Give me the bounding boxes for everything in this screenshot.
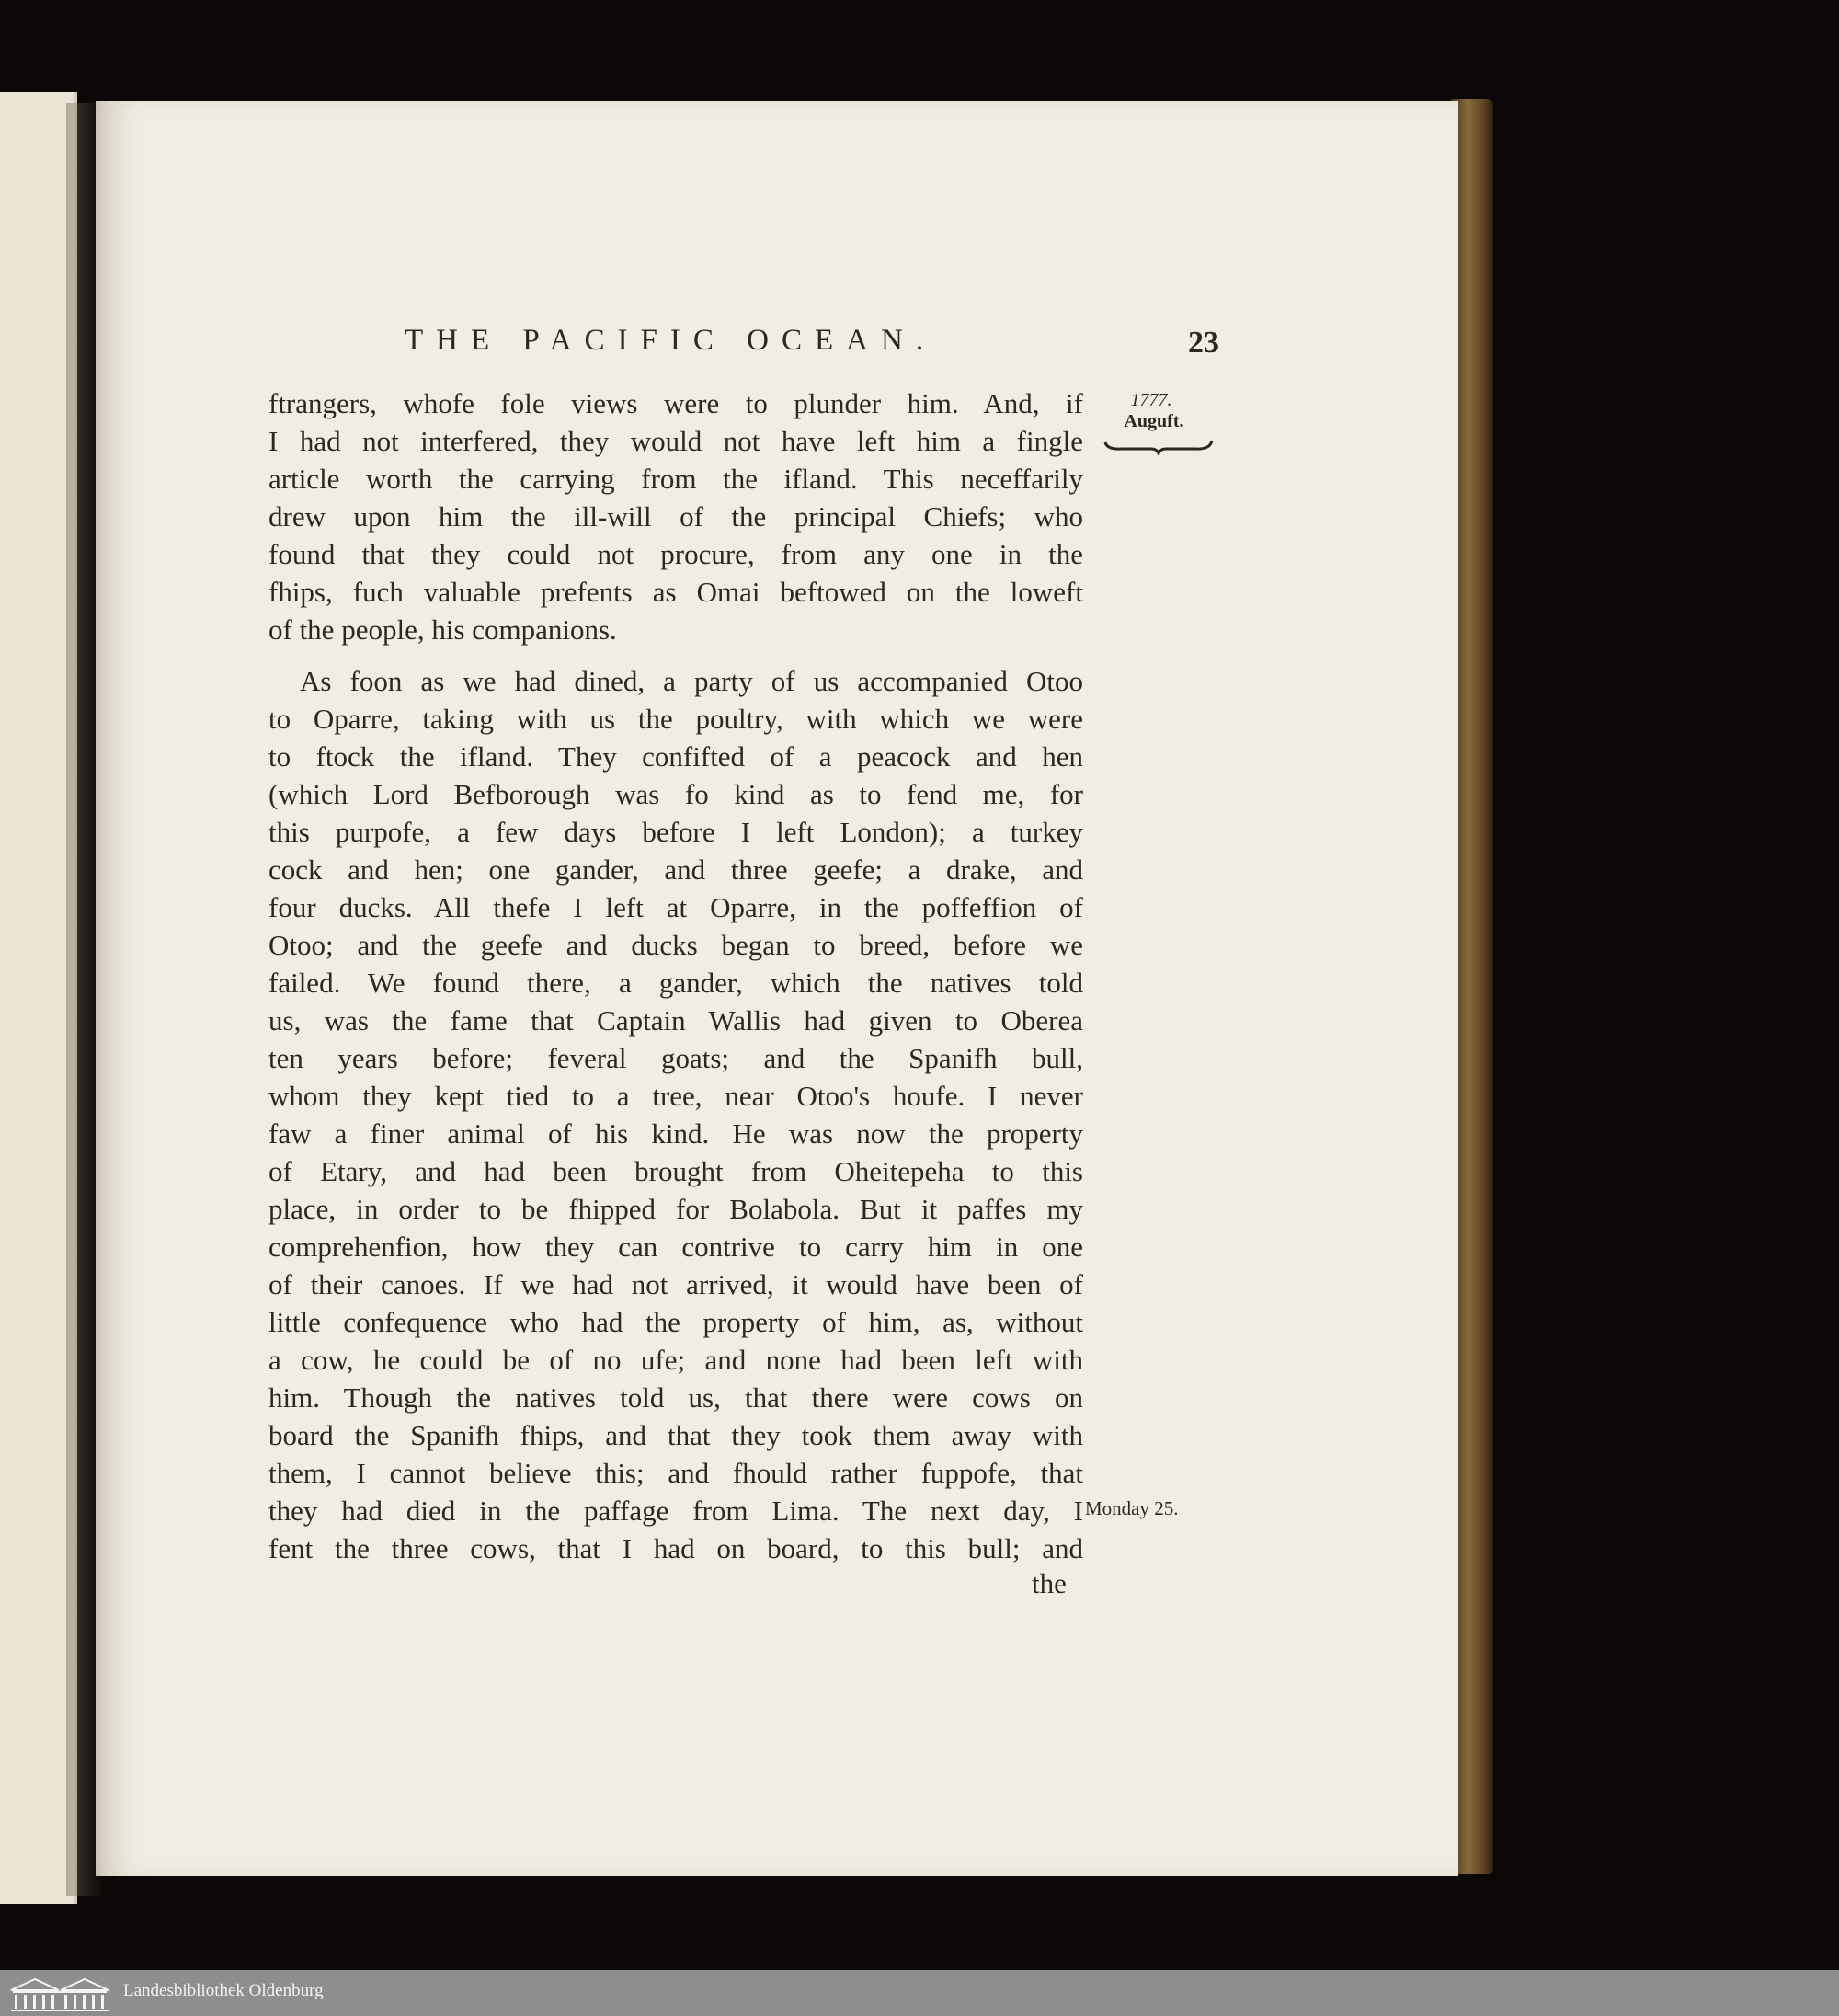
text-line: fent the three cows, that I had on board, to this bull; and bbox=[268, 1532, 1083, 1564]
text-line: to Oparre, taking with us the poultry, with which we were bbox=[268, 703, 1083, 735]
running-head: THE PACIFIC OCEAN. bbox=[405, 324, 937, 357]
text-line: Otoo; and the geefe and ducks began to breed, before we bbox=[268, 929, 1083, 961]
gutter-shadow bbox=[66, 103, 103, 1896]
margin-note-date: Monday 25. bbox=[1085, 1497, 1179, 1519]
text-line: place, in order to be fhipped for Bolabola. But it paffes my bbox=[268, 1193, 1083, 1225]
page-number: 23 bbox=[1188, 326, 1219, 360]
text-line: ten years before; feveral goats; and the Spanifh bull, bbox=[268, 1042, 1083, 1074]
text-line: comprehenfion, how they can contrive to carry him in one bbox=[268, 1231, 1083, 1263]
text-line: (which Lord Befborough was fo kind as to fend me, for bbox=[268, 778, 1083, 810]
library-building-icon bbox=[7, 1976, 112, 2012]
text-line: failed. We found there, a gander, which the natives told bbox=[268, 967, 1083, 999]
text-line: them, I cannot believe this; and fhould rather fuppofe, that bbox=[268, 1457, 1083, 1489]
text-line: whom they kept tied to a tree, near Otoo's houfe. I never bbox=[268, 1080, 1083, 1112]
text-line: article worth the carrying from the ifland. This neceffarily bbox=[268, 463, 1083, 495]
text-line: board the Spanifh fhips, and that they took them away with bbox=[268, 1419, 1083, 1451]
text-line: little confequence who had the property of him, as, without bbox=[268, 1306, 1083, 1338]
text-line: As foon as we had dined, a party of us accompanied Otoo bbox=[300, 665, 1083, 697]
text-line: of Etary, and had been brought from Oheitepeha to this bbox=[268, 1155, 1083, 1187]
text-line: drew upon him the ill-will of the principal Chiefs; who bbox=[268, 500, 1083, 533]
paragraph-1 bbox=[268, 384, 1083, 648]
text-line: faw a finer animal of his kind. He was now the property bbox=[268, 1117, 1083, 1150]
library-name: Landesbibliothek Oldenburg bbox=[123, 1981, 324, 2000]
text-line: of the people, his companions. bbox=[268, 613, 617, 646]
text-line: this purpofe, a few days before I left London); a turkey bbox=[268, 816, 1083, 848]
text-line: of their canoes. If we had not arrived, it would have been of bbox=[268, 1268, 1083, 1300]
text-line: I had not interfered, they would not have left him a fingle bbox=[268, 425, 1083, 457]
margin-note-year: 1777. bbox=[1130, 390, 1172, 410]
text-line: him. Though the natives told us, that there were cows on bbox=[268, 1381, 1083, 1414]
text-line: they had died in the paffage from Lima. The next day, I bbox=[268, 1495, 1083, 1527]
text-line: four ducks. All thefe I left at Oparre, in the poffeffion of bbox=[268, 891, 1083, 923]
text-line: a cow, he could be of no ufe; and none had been left with bbox=[268, 1344, 1083, 1376]
catchword: the bbox=[1032, 1567, 1067, 1599]
text-line: to ftock the ifland. They confifted of a peacock and hen bbox=[268, 740, 1083, 773]
margin-brace-icon bbox=[1103, 437, 1214, 455]
text-line: fhips, fuch valuable prefents as Omai beftowed on the loweft bbox=[268, 576, 1083, 608]
paragraph-2 bbox=[268, 662, 1083, 1567]
margin-note-month: Auguft. bbox=[1124, 411, 1184, 431]
text-line: ftrangers, whofe fole views were to plunder him. And, if bbox=[268, 387, 1083, 419]
text-line: found that they could not procure, from any one in the bbox=[268, 538, 1083, 570]
text-line: cock and hen; one gander, and three geefe; a drake, and bbox=[268, 853, 1083, 886]
footer-bar bbox=[0, 1970, 1839, 2016]
text-line: us, was the fame that Captain Wallis had given to Oberea bbox=[268, 1004, 1083, 1037]
